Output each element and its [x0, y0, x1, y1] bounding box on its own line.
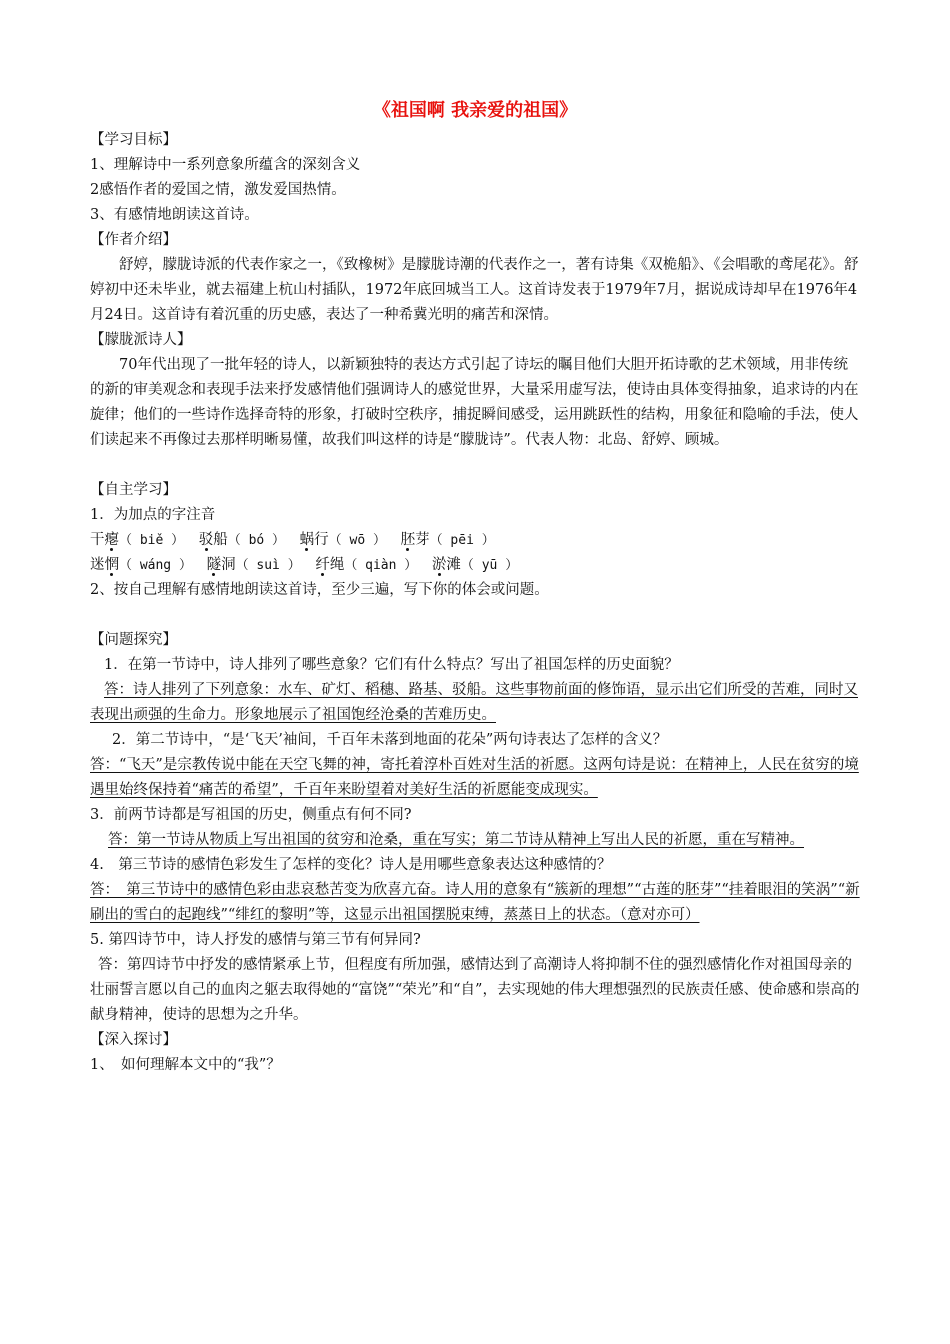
word-char: 绳 [329, 557, 345, 573]
pinyin-answer: （ pēi ） [429, 533, 495, 548]
inquiry-a2: 答：“飞天”是宗教传说中能在天空飞舞的神，寄托着淳朴百姓对生活的祈愿。这两句诗是说：在精神上，人民在贫穷的境遇里始终保持着“痛苦的希望”，千百年来盼望着对美好生活的祈愿能变成现实。 [90, 757, 859, 798]
dotted-char: 淤 [431, 557, 447, 573]
word-char: 船 [213, 532, 228, 548]
inquiry-q1: 1．在第一节诗中，诗人排列了哪些意象？它们有什么特点？写出了祖国怎样的历史面貌？ [104, 657, 679, 673]
misty-heading: 【朦胧派诗人】 [90, 332, 192, 348]
pinyin-answer: （ bó ） [227, 533, 286, 548]
pinyin-row-1 [90, 528, 860, 553]
word-char: 迷 [90, 557, 105, 573]
deep-q1: 1、 如何理解本文中的“我”？ [90, 1057, 281, 1073]
inquiry-a1: 答：诗人排列了下列意象：水车、矿灯、稻穗、路基、驳船。这些事物前面的修饰语，显示出它们所受的苦难，同时又表现出顽强的生命力。形象地展示了祖国饱经沧桑的苦难历史。 [90, 682, 858, 723]
dotted-char: 蜗 [299, 532, 315, 548]
inquiry-q4: 4. 第三节诗的感情色彩发生了怎样的变化？诗人是用哪些意象表达这种感情的？ [90, 857, 612, 873]
misty-paragraph: 70年代出现了一批年轻的诗人，以新颖独特的表达方式引起了诗坛的瞩目他们大胆开拓诗歌的艺术领域，用非传统的新的审美观念和表现手法来抒发感情他们强调诗人的感觉世界，大量采用虚写法，使诗由具体变得抽象，追求诗的内在旋律；他们的一些诗作选择奇特的形象，打破时空秩序，捕捉瞬间感受，运用跳跃性的结构，用象征和隐喻的手法，使人们读起来不再像过去那样明晰易懂，故我们叫这样的诗是“朦胧诗”。代表人物：北岛、舒婷、顾城。 [90, 357, 859, 448]
author-heading: 【作者介绍】 [90, 232, 177, 248]
self-study-heading: 【自主学习】 [90, 482, 177, 498]
dotted-char: 隧 [206, 557, 222, 573]
dotted-char: 驳 [198, 532, 214, 548]
dotted-char: 惘 [104, 557, 119, 573]
page-title: 《祖国啊 我亲爱的祖国》 [372, 100, 578, 121]
deep-heading: 【深入探讨】 [90, 1032, 177, 1048]
pinyin-item [315, 557, 417, 573]
inquiry-a5: 答：第四诗节中抒发的感情紧承上节，但程度有所加强，感情达到了高潮诗人将抑制不住的强烈感情化作对祖国母亲的壮丽誓言愿以自己的血肉之躯去取得她的“富饶”“荣光”和“自”，去实现她的伟大理想强烈的民族责任感、使命感和崇高的献身精神，使诗的思想为之升华。 [90, 957, 860, 1023]
word-char: 行 [314, 532, 329, 548]
pinyin-answer: （ biě ） [119, 533, 185, 548]
inquiry-q3: 3．前两节诗都是写祖国的历史，侧重点有何不同? [90, 807, 412, 823]
author-paragraph: 舒婷，朦胧诗派的代表作家之一，《致橡树》是朦胧诗潮的代表作之一，著有诗集《双桅船》、《会唱歌的鸢尾花》。舒婷初中还未毕业，就去福建上杭山村插队，1972年底回城当工人。这首诗发表于1979年7月，据说成诗却早在1976年4月24日。这首诗有着沉重的历史感，表达了一种希冀光明的痛苦和深情。 [90, 257, 859, 323]
pinyin-item [432, 557, 518, 573]
worksheet-page [90, 96, 860, 1078]
pinyin-item [401, 532, 495, 548]
pinyin-row-2 [90, 553, 860, 578]
dotted-char: 纤 [315, 557, 330, 573]
dotted-char: 瘪 [104, 532, 119, 548]
word-char: 干 [90, 532, 105, 548]
goal-item-3: 3、有感情地朗读这首诗。 [90, 207, 259, 223]
inquiry-a3: 答：第一节诗从物质上写出祖国的贫穷和沧桑，重在写实；第二节诗从精神上写出人民的祈愿，重在写精神。 [108, 832, 804, 848]
pinyin-item [207, 557, 301, 573]
inquiry-q5: 5. 第四诗节中，诗人抒发的感情与第三节有何异同? [90, 932, 421, 948]
pinyin-answer: （ suì ） [235, 558, 301, 573]
inquiry-a4: 答： 第三节诗中的感情色彩由悲哀愁苦变为欣喜亢奋。诗人用的意象有“簇新的理想”“古莲的胚芽”“挂着眼泪的笑涡”“新刷出的雪白的起跑线”“绯红的黎明”等，这显示出祖国摆脱束缚，蒸蒸日上的状态。（意对亦可） [90, 882, 860, 923]
inquiry-heading: 【问题探究】 [90, 632, 177, 648]
word-char: 洞 [221, 557, 236, 573]
inquiry-q2: 2．第二节诗中，“是‘飞天’袖间，千百年未落到地面的花朵”两句诗表达了怎样的含义？ [112, 732, 668, 748]
self-study-q1: 1．为加点的字注音 [90, 507, 216, 523]
word-char: 滩 [446, 557, 461, 573]
pinyin-item [300, 532, 386, 548]
dotted-char: 胚 [400, 532, 416, 548]
pinyin-answer: （ qiàn ） [344, 558, 418, 573]
pinyin-item [90, 557, 192, 573]
self-study-q2: 2、按自己理解有感情地朗读这首诗，至少三遍，写下你的体会或问题。 [90, 582, 549, 598]
word-char: 芽 [415, 532, 430, 548]
spacer [90, 603, 860, 628]
pinyin-item [199, 532, 285, 548]
goals-heading: 【学习目标】 [90, 132, 177, 148]
goal-item-1: 1、理解诗中一系列意象所蕴含的深刻含义 [90, 157, 361, 173]
spacer [90, 453, 860, 478]
pinyin-answer: （ wáng ） [119, 558, 192, 573]
pinyin-item [90, 532, 184, 548]
goal-item-2: 2感悟作者的爱国之情，激发爱国热情。 [90, 182, 346, 198]
pinyin-answer: （ yū ） [460, 558, 519, 573]
pinyin-answer: （ wō ） [328, 533, 386, 548]
